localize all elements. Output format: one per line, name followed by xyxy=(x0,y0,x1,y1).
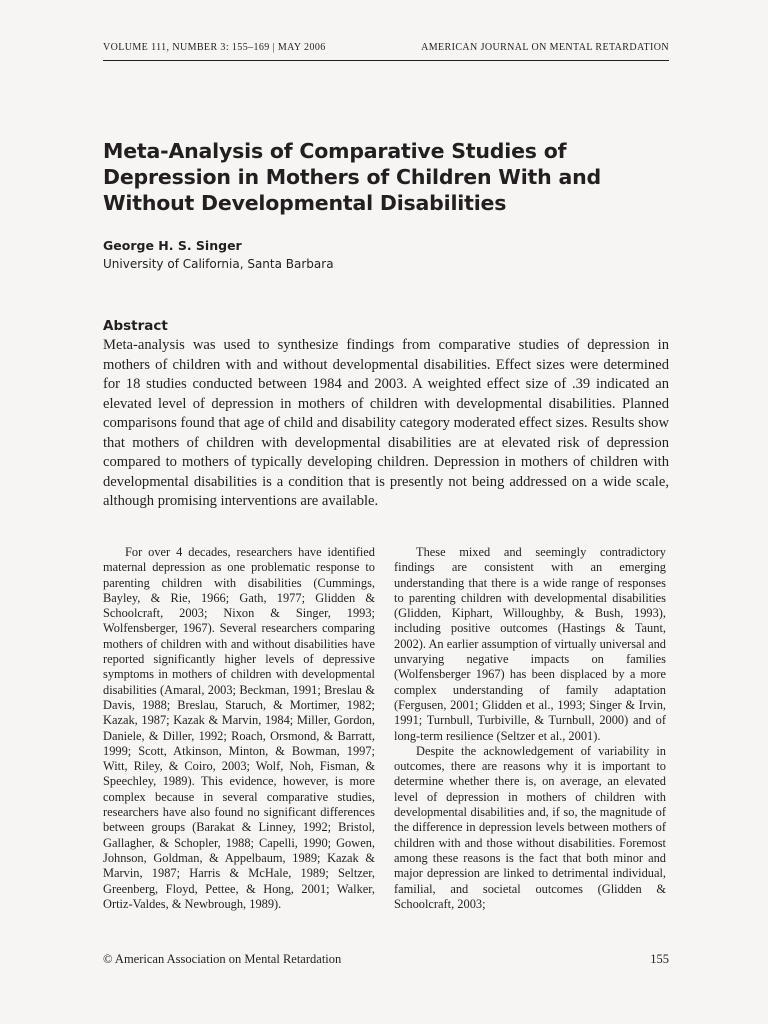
author-affiliation: University of California, Santa Barbara xyxy=(103,257,334,271)
journal-volume-info: VOLUME 111, NUMBER 3: 155–169 | MAY 2006 xyxy=(103,42,326,53)
body-paragraph: These mixed and seemingly contradictory findings are consistent with an emerging understanding that there is a wide range of responses to parenting children with developmental disabilities (Glidden, Kiphart, Willoughby, & Bush, 1993), including positive outcomes (Hastings & Taunt, 2002). An earlier assumption of virtually universal and unvarying negative impacts on families (Wolfensberger 1967) has been displaced by a more complex understanding of family adaptation (Fergusen, 2001; Glidden et al., 1993; Singer & Irvin, 1991; Turnbull, Turbiville, & Turnbull, 2000) and of long-term resilience (Seltzer et al., 2001). xyxy=(394,545,666,743)
article-title: Meta-Analysis of Comparative Studies of Depression in Mothers of Children With and Without Developmental Disabilities xyxy=(103,139,601,215)
running-header xyxy=(103,40,669,61)
journal-name: AMERICAN JOURNAL ON MENTAL RETARDATION xyxy=(421,42,669,53)
body-paragraph: For over 4 decades, researchers have identified maternal depression as one problematic response to parenting children with disabilities (Cummings, Bayley, & Rie, 1966; Gath, 1977; Glidden & Schoolcraft, 2003; Nixon & Singer, 1993; Wolfensberger, 1967). Several researchers comparing mothers of children with and without disabilities have reported significantly higher levels of depressive symptoms in mothers of children with developmental disabilities (Amaral, 2003; Beckman, 1991; Breslau & Davis, 1988; Breslau, Staruch, & Mortimer, 1982; Kazak, 1987; Kazak & Marvin, 1984; Miller, Gordon, Daniele, & Diller, 1992; Roach, Orsmond, & Barratt, 1999; Scott, Atkinson, Minton, & Bowman, 1997; Witt, Riley, & Coiro, 2003; Wolf, Noh, Fisman, & Speechley, 1989). This evidence, however, is more complex because in several comparative studies, researchers have also found no significant differences between groups (Barakat & Linney, 1992; Bristol, Gallagher, & Schopler, 1988; Capelli, 1990; Gowen, Johnson, Goldman, & Appelbaum, 1989; Kazak & Marvin, 1987; Harris & McHale, 1989; Seltzer, Greenberg, Floyd, Pettee, & Hong, 2001; Walker, Ortiz-Valdes, & Newbrough, 1989). xyxy=(103,545,375,911)
body-column-right xyxy=(394,545,666,912)
author-name: George H. S. Singer xyxy=(103,238,242,253)
abstract-text: Meta-analysis was used to synthesize findings from comparative studies of depression in mothers of children with and without developmental disabilities. Effect sizes were determined for 18 studies conducted between 1984 and 2003. A weighted effect size of .39 indicated an elevated level of depression in mothers of children with developmental disabilities. Planned comparisons found that age of child and disability category moderated effect sizes. Results show that mothers of children with developmental disabilities are at elevated risk of depression compared to mothers of typically developing children. Depression in mothers of children with developmental disabilities is a condition that is presently not being addressed on a wide scale, although promising interventions are available. xyxy=(103,337,669,509)
body-paragraph: Despite the acknowledgement of variability in outcomes, there are reasons why it is important to determine whether there is, on average, an elevated level of depression in mothers of children with developmental disabilities and, if so, the magnitude of the difference in depression levels between mothers of children with and those without disabilities. Foremost among these reasons is the fact that both minor and major depression are linked to detrimental individual, familial, and societal outcomes (Glidden & Schoolcraft, 2003; xyxy=(394,743,666,911)
body-column-left xyxy=(103,545,375,912)
page-number: 155 xyxy=(650,952,669,966)
abstract-heading: Abstract xyxy=(103,318,168,334)
copyright-notice: © American Association on Mental Retardation xyxy=(103,952,342,966)
